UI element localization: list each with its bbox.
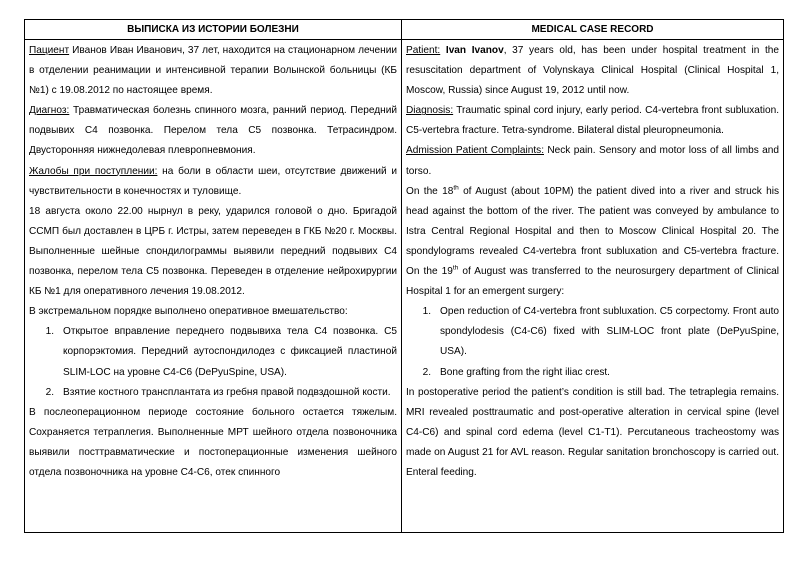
surgery-intro: В экстремальном порядке выполнено оперативное вмешательство: <box>29 306 348 318</box>
postop-paragraph: В послеоперационном периоде состояние больного остается тяжелым. Сохраняется тетраплегия. Выполненные МРТ шейного отдела позвоночника выявили посттравматические и постоперационные изменения шейного отдела позвоночника на уровне С4-С6, отек спинного <box>29 406 397 478</box>
complaints-paragraph <box>29 162 397 202</box>
bilingual-record-table <box>24 19 784 533</box>
patient-text: , 37 years old, has been under hospital treatment in the resuscitation department of Volynskaya Clinical Hospital (Clinical Hospital 1, Moscow, Russia) since August 19, 2012 until now. <box>406 45 779 97</box>
complaints-label: Жалобы при поступлении: <box>29 165 158 177</box>
diagnosis-paragraph <box>29 101 397 161</box>
ordinal-suffix: th <box>453 184 459 192</box>
list-text: Открытое вправление переднего подвывиха тела С4 позвонка. С5 корпорэктомия. Передний аутоспондилодез с фиксацией пластиной SLIM-LOC на уровне С4-С6 (DePyuSpine, USA). <box>63 326 397 378</box>
history-paragraph: 18 августа около 22.00 нырнул в реку, ударился головой о дно. Бригадой ССМП был доставлен в ЦРБ г. Истры, затем переведен в ГКБ №20 г. Москвы. Выполненные шейные спондилограммы выявили передний подвывих С4 позвонка, перелом тела С5 позвонка. Переведен в отделение нейрохирургии КБ №1 для оперативного лечения 19.08.2012. <box>29 205 397 298</box>
english-body <box>406 40 779 483</box>
list-number: 2. <box>422 366 431 378</box>
list-text: Open reduction of C4-vertebra front subluxation. C5 corpectomy. Front auto spondylodesis (C4-C6) fixed with SLIM-LOC front plate (DePyuSpine, USA). <box>440 306 779 358</box>
complaints-label: Admission Patient Complaints: <box>406 145 544 157</box>
list-item <box>406 302 779 362</box>
russian-column <box>25 20 402 532</box>
list-number: 1. <box>45 326 54 338</box>
surgery-list <box>29 322 397 402</box>
complaints-text: Neck pain. Sensory and motor loss of all limbs and torso. <box>406 145 779 177</box>
history-text-b: of August (about 10PM) the patient dived into a river and struck his head against the bottom of the river. The patient was conveyed by ambulance to Istra Central Regional Hospital and then to Moscow Clinical Hospital 20. The spondylograms revealed C4-vertebra front subluxation and C5-vertebra fracture. On the 19 <box>406 185 779 278</box>
list-item <box>29 322 397 382</box>
patient-name: Ivan Ivanov <box>445 45 504 56</box>
history-text-c: of August was transferred to the neurosurgery department of Clinical Hospital 1 for an emergent surgery: <box>406 266 779 298</box>
list-text: Bone grafting from the right iliac crest. <box>440 366 610 378</box>
complaints-text: на боли в области шеи, отсутствие движений и чувствительности в конечностях и туловище. <box>29 165 397 197</box>
english-column <box>402 20 783 532</box>
list-number: 2. <box>45 386 54 398</box>
patient-paragraph <box>29 41 397 101</box>
list-item <box>29 383 397 403</box>
history-text-a: On the 18 <box>406 185 454 197</box>
russian-title: ВЫПИСКА ИЗ ИСТОРИИ БОЛЕЗНИ <box>25 20 401 40</box>
list-item <box>406 363 779 383</box>
complaints-paragraph <box>406 141 779 181</box>
diagnosis-label: Диагноз: <box>29 105 70 117</box>
diagnosis-paragraph <box>406 101 779 141</box>
ordinal-suffix: th <box>452 264 459 272</box>
patient-paragraph <box>406 41 779 101</box>
patient-text: Иванов Иван Иванович, 37 лет, находится на стационарном лечении в отделении реанимации и интенсивной терапии Волынской больницы (КБ №1) с 19.08.2012 по настоящее время. <box>29 45 397 97</box>
diagnosis-text: Травматическая болезнь спинного мозга, ранний период. Передний подвывих С4 позвонка. Перелом тела С5 позвонка. Тетрасиндром. Двусторонняя нижнедолевая плевропневмония. <box>29 105 397 157</box>
english-title: MEDICAL CASE RECORD <box>402 20 783 40</box>
diagnosis-text: Traumatic spinal cord injury, early period. C4-vertebra front subluxation. C5-vertebra fracture. Tetra-syndrome. Bilateral distal pleuropneumonia. <box>406 105 779 137</box>
surgery-list <box>406 302 779 382</box>
history-paragraph <box>406 182 779 303</box>
diagnosis-label: Diagnosis: <box>406 105 454 117</box>
postop-paragraph: In postoperative period the patient’s condition is still bad. The tetraplegia remains. MRI revealed posttraumatic and post-operative alteration in cervical spine (level C4-C6) and spinal cord edema (level C1-T1). Percutaneous tracheostomy was made on August 21 for AVL reason. Regular sanitation bronchoscopy is carried out. Enteral feeding. <box>406 386 779 478</box>
list-text: Взятие костного трансплантата из гребня правой подвздошной кости. <box>63 386 391 398</box>
patient-label: Пациент <box>29 45 70 56</box>
patient-label: Patient: <box>406 45 441 56</box>
russian-body <box>29 40 397 483</box>
list-number: 1. <box>422 306 431 318</box>
